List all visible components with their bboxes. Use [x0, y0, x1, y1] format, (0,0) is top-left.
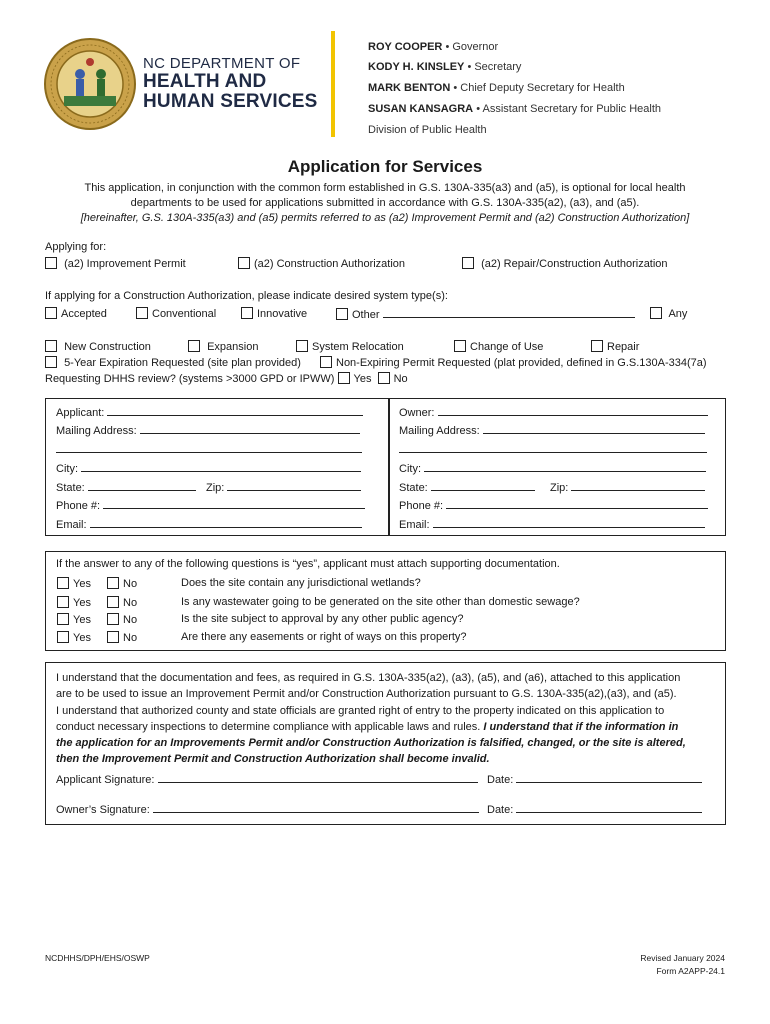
field-label: Email: [56, 519, 87, 531]
checkbox[interactable] [45, 307, 57, 319]
owner-phone-field[interactable] [399, 498, 708, 512]
checkbox[interactable] [454, 340, 466, 352]
no-label: No [123, 597, 138, 609]
owner-email-field[interactable] [399, 517, 705, 531]
field-label: Date: [487, 804, 514, 816]
signature-line[interactable] [158, 772, 478, 783]
staff-name: KODY H. KINSLEY [368, 61, 465, 73]
option-label: Any [668, 308, 688, 320]
field-line[interactable] [56, 442, 362, 453]
field-label: Applicant: [56, 407, 105, 419]
checkbox[interactable] [241, 307, 253, 319]
footer-revised: Revised January 2024 [640, 953, 725, 963]
applicant-email-field[interactable] [56, 517, 362, 531]
checkbox-no[interactable] [107, 631, 119, 643]
owner-signature-field[interactable] [56, 802, 479, 816]
no-label: No [123, 614, 138, 626]
field-label: Zip: [206, 482, 225, 494]
checkbox-system-relocation[interactable] [296, 340, 404, 353]
applicant-signature-field[interactable] [56, 772, 478, 786]
statement-warning: the application for an Improvements Permit and/or Construction Authorization is falsified, changed, or the site is altered, [56, 737, 686, 750]
option-label: System Relocation [312, 341, 404, 353]
field-line[interactable] [438, 405, 708, 416]
statement-warning: then the Improvement Permit and Construction Authorization shall become invalid. [56, 753, 490, 766]
checkbox-repair[interactable] [591, 340, 639, 353]
question-text: Is any wastewater going to be generated on the site other than domestic sewage? [181, 596, 580, 608]
intro-line-3: [hereinafter, G.S. 130A-335(a3) and (a5) permits referred to as (a2) Improvement Permit and (a2) Construction Authorization] [80, 212, 690, 224]
applicant-city-field[interactable] [56, 461, 361, 475]
field-line[interactable] [81, 461, 361, 472]
field-line[interactable] [571, 480, 705, 491]
applicant-mailing-line-2[interactable] [56, 442, 362, 456]
field-label: Owner’s Signature: [56, 804, 150, 816]
checkbox[interactable] [320, 356, 332, 368]
division-name: Division of Public Health [368, 124, 487, 136]
yes-label: Yes [73, 614, 91, 626]
field-label: City: [56, 463, 78, 475]
field-label: Mailing Address: [56, 425, 137, 437]
checkbox-non-expiring[interactable] [320, 356, 707, 369]
checkbox-new-construction[interactable] [45, 340, 151, 353]
yes-label: Yes [353, 373, 372, 385]
field-line[interactable] [107, 405, 363, 416]
question-row [107, 613, 137, 626]
statement-line [56, 719, 721, 735]
agency-line-2: HEALTH AND [143, 71, 267, 92]
option-label: Change of Use [470, 341, 544, 353]
checkbox-change-of-use[interactable] [454, 340, 543, 353]
page-title: Application for Services [287, 157, 483, 176]
staff-assistant [368, 103, 661, 115]
option-label: Accepted [61, 308, 107, 320]
statement-line: are to be used to issue an Improvement Permit and/or Construction Authorization pursuant to G.S. 130A-335(a2),(a3), and (a5). [56, 688, 677, 701]
field-line[interactable] [88, 480, 196, 491]
checkbox-yes[interactable] [57, 596, 69, 608]
question-row [57, 613, 91, 626]
owner-state-field[interactable] [399, 480, 535, 494]
field-line[interactable] [431, 480, 535, 491]
question-row [57, 631, 91, 644]
option-label: Non-Expiring Permit Requested (plat provided, defined in G.S.130A-334(7a) [336, 357, 707, 369]
owner-mailing-field[interactable] [399, 423, 705, 437]
question-text: Are there any easements or right of ways on this property? [181, 631, 467, 643]
option-label: Repair [607, 341, 640, 353]
yes-label: Yes [73, 578, 91, 590]
checkbox[interactable] [45, 340, 57, 352]
applicant-date-field[interactable] [487, 772, 702, 786]
checkbox[interactable] [462, 257, 474, 269]
field-label: Email: [399, 519, 430, 531]
checkbox-no[interactable] [107, 577, 119, 589]
field-label: Date: [487, 774, 514, 786]
option-label: (a2) Repair/Construction Authorization [481, 258, 668, 270]
statement-text [56, 670, 721, 768]
checkbox[interactable] [188, 340, 200, 352]
checkbox-repair-construction[interactable] [462, 257, 668, 270]
contact-box-divider [388, 398, 390, 536]
staff-name: ROY COOPER [368, 41, 443, 53]
checkbox[interactable] [650, 307, 662, 319]
owner-field[interactable] [399, 405, 708, 419]
statement-line [56, 751, 721, 767]
checkbox-yes[interactable] [57, 631, 69, 643]
field-line[interactable] [433, 517, 705, 528]
option-label: (a2) Improvement Permit [64, 258, 186, 270]
checkbox[interactable] [296, 340, 308, 352]
owner-city-field[interactable] [399, 461, 706, 475]
applicant-mailing-field[interactable] [56, 423, 360, 437]
staff-secretary [368, 61, 521, 73]
yes-label: Yes [73, 632, 91, 644]
question-text: Does the site contain any jurisdictional wetlands? [181, 577, 421, 589]
statement-line: I understand that authorized county and state officials are granted right of entry to the property indicated on this application to [56, 704, 665, 717]
checkbox[interactable] [45, 257, 57, 269]
dhhs-review-label: Requesting DHHS review? (systems >3000 GPD or IPWW) [45, 373, 335, 385]
field-line[interactable] [103, 498, 365, 509]
checkbox[interactable] [238, 257, 250, 269]
field-line[interactable] [446, 498, 708, 509]
field-line[interactable] [483, 423, 705, 434]
checkbox-no[interactable] [107, 596, 119, 608]
checkbox-yes[interactable] [57, 613, 69, 625]
no-label: No [123, 632, 138, 644]
questions-intro: If the answer to any of the following questions is “yes”, applicant must attach supporting documentation. [56, 558, 560, 570]
agency-name [143, 56, 318, 111]
checkbox-other[interactable] [336, 307, 635, 321]
no-label: No [393, 373, 408, 385]
checkbox-innovative[interactable] [241, 307, 307, 320]
date-line[interactable] [516, 772, 702, 783]
checkbox-yes[interactable] [57, 577, 69, 589]
checkbox-accepted[interactable] [45, 307, 107, 320]
statement-warning: I understand that if the information in [483, 720, 679, 733]
staff-title: • Secretary [467, 61, 522, 73]
option-label: Expansion [207, 341, 259, 353]
checkbox-dhhs-no[interactable] [378, 372, 390, 384]
checkbox[interactable] [136, 307, 148, 319]
checkbox[interactable] [591, 340, 603, 352]
date-line[interactable] [516, 802, 702, 813]
staff-title: • Chief Deputy Secretary for Health [453, 82, 625, 94]
statement-line: I understand that the documentation and fees, as required in G.S. 130A-335(a2), (a3), (a5), and (a6), attached to this application [56, 672, 681, 684]
checkbox[interactable] [336, 308, 348, 320]
field-label: Applicant Signature: [56, 774, 155, 786]
yes-label: Yes [73, 597, 91, 609]
nc-seal-icon [44, 38, 136, 130]
applicant-phone-field[interactable] [56, 498, 365, 512]
statement-line [56, 735, 721, 751]
checkbox-dhhs-yes[interactable] [338, 372, 350, 384]
system-type-label: If applying for a Construction Authorization, please indicate desired system type(s): [45, 290, 448, 302]
staff-title: • Governor [445, 41, 499, 53]
checkbox-conventional[interactable] [136, 307, 216, 320]
option-label: Innovative [257, 308, 308, 320]
statement-text-part: conduct necessary inspections to determine compliance with applicable laws and rules. [56, 720, 481, 733]
no-label: No [123, 578, 138, 590]
question-row [57, 577, 91, 590]
question-row [57, 596, 91, 609]
checkbox-construction-authorization[interactable] [238, 257, 405, 270]
option-label: (a2) Construction Authorization [254, 258, 406, 270]
staff-name: MARK BENTON [368, 82, 451, 94]
agency-line-1: NC DEPARTMENT OF [143, 55, 301, 72]
footer-code: NCDHHS/DPH/EHS/OSWP [45, 953, 150, 963]
owner-zip-field[interactable] [550, 480, 705, 494]
applicant-field[interactable] [56, 405, 363, 419]
field-line[interactable] [140, 423, 360, 434]
staff-governor [368, 41, 498, 53]
dhhs-review-row [45, 372, 408, 385]
checkbox-expansion[interactable] [188, 340, 258, 353]
field-line[interactable] [227, 480, 361, 491]
question-row [107, 631, 137, 644]
field-label: Phone #: [399, 500, 444, 512]
intro-line-1: This application, in conjunction with the common form established in G.S. 130A-335(a3) and (a5), is optional for local health [84, 182, 686, 194]
field-label: Owner: [399, 407, 435, 419]
checkbox-5yr-expiration[interactable] [45, 356, 301, 369]
field-label: Zip: [550, 482, 569, 494]
option-label: New Construction [64, 341, 151, 353]
other-input-line[interactable] [383, 307, 635, 318]
field-label: State: [56, 482, 85, 494]
question-row [107, 577, 137, 590]
header-divider [331, 31, 335, 137]
option-label: Conventional [152, 308, 217, 320]
agency-line-3: HUMAN SERVICES [143, 91, 318, 112]
field-line[interactable] [424, 461, 706, 472]
field-line[interactable] [90, 517, 362, 528]
field-label: Mailing Address: [399, 425, 480, 437]
option-label: Other [352, 309, 380, 321]
question-text: Is the site subject to approval by any other public agency? [181, 613, 464, 625]
checkbox-any[interactable] [650, 307, 687, 320]
staff-title: • Assistant Secretary for Public Health [476, 103, 662, 115]
staff-name: SUSAN KANSAGRA [368, 103, 474, 115]
field-line[interactable] [399, 442, 707, 453]
field-label: Phone #: [56, 500, 101, 512]
owner-mailing-line-2[interactable] [399, 442, 707, 456]
checkbox-no[interactable] [107, 613, 119, 625]
intro-line-2: departments to be used for applications submitted in accordance with G.S. 130A-335(a2), (a3), and (a5). [130, 197, 640, 209]
applicant-zip-field[interactable] [206, 480, 361, 494]
checkbox-improvement-permit[interactable] [45, 257, 186, 270]
staff-chief-deputy [368, 82, 625, 94]
checkbox[interactable] [45, 356, 57, 368]
applying-label: Applying for: [45, 241, 107, 253]
signature-line[interactable] [153, 802, 479, 813]
owner-date-field[interactable] [487, 802, 702, 816]
question-row [107, 596, 137, 609]
applicant-state-field[interactable] [56, 480, 196, 494]
footer-form-number: Form A2APP-24.1 [656, 966, 725, 976]
option-label: 5-Year Expiration Requested (site plan provided) [64, 357, 301, 369]
field-label: State: [399, 482, 428, 494]
field-label: City: [399, 463, 421, 475]
